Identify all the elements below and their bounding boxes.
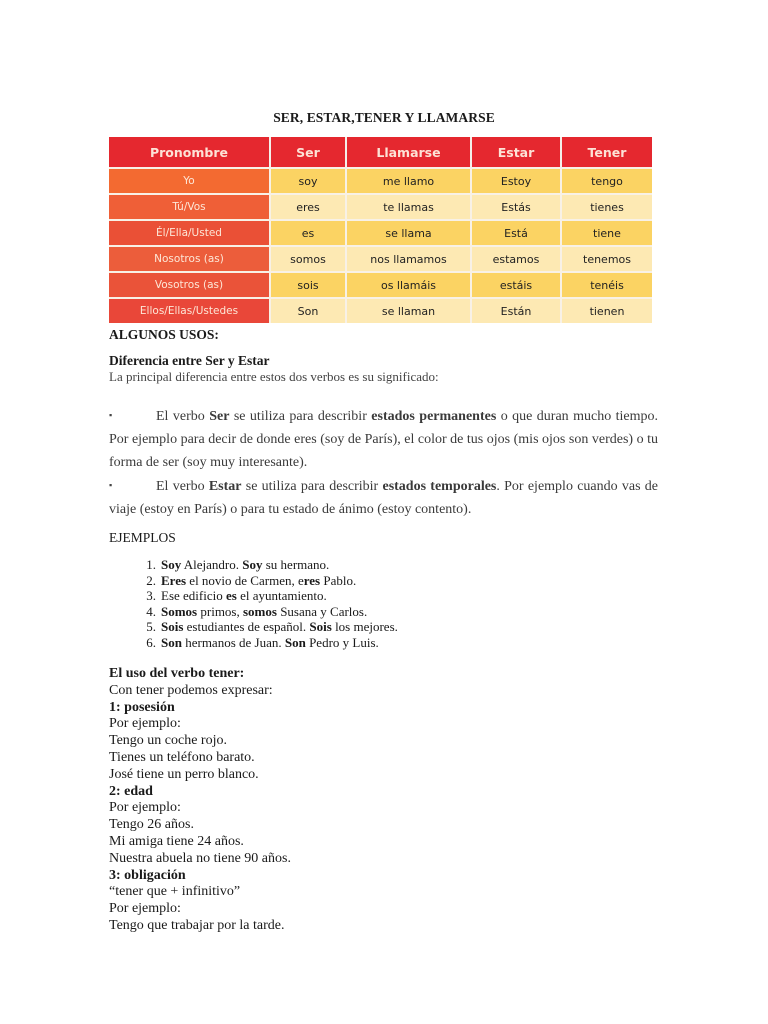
examples-list — [109, 557, 398, 650]
tener-cell: tenéis — [561, 272, 652, 298]
bullet-text: se utiliza para describir — [229, 409, 372, 424]
tener-section — [109, 666, 291, 935]
list-number: 1. — [146, 557, 156, 572]
ser-cell: sois — [270, 272, 346, 298]
bullet-text: se utiliza para describir — [241, 479, 383, 494]
conjugation-table — [109, 137, 652, 323]
ser-cell: es — [270, 220, 346, 246]
example-text: Eres el novio de Carmen, eres Pablo. — [161, 572, 357, 588]
list-number: 5. — [146, 619, 156, 634]
difference-intro: La principal diferencia entre estos dos verbos es su significado: — [109, 369, 439, 384]
bullet-bold: Ser — [209, 409, 230, 424]
list-item — [109, 635, 398, 651]
text-line: Con tener podemos expresar: — [109, 682, 273, 698]
llamarse-cell: me llamo — [346, 168, 471, 194]
pronoun-cell: Ellos/Ellas/Ustedes — [109, 298, 270, 323]
estar-cell: Estás — [471, 194, 561, 220]
table-row — [109, 272, 652, 298]
table-header-row — [109, 137, 652, 168]
bullet-text: El verbo — [156, 409, 210, 424]
example-text: Sois estudiantes de español. Sois los mejores. — [161, 619, 398, 634]
header-ser: Ser — [270, 137, 346, 168]
list-number: 2. — [146, 572, 156, 588]
header-llamarse: Llamarse — [346, 137, 471, 168]
tener-cell: tiene — [561, 220, 652, 246]
bullet-bold: Estar — [208, 479, 242, 494]
bullet-list — [109, 404, 658, 521]
header-estar: Estar — [471, 137, 561, 168]
bullet-bold: estados permanentes — [371, 409, 497, 424]
list-item — [109, 619, 398, 635]
llamarse-cell: se llama — [346, 220, 471, 246]
table-row — [109, 168, 652, 194]
estar-cell: Están — [471, 298, 561, 323]
document-title: SER, ESTAR,TENER Y LLAMARSE — [273, 110, 495, 125]
text-line: Por ejemplo: — [109, 901, 181, 917]
llamarse-cell: os llamáis — [346, 272, 471, 298]
table-row — [109, 194, 652, 220]
text-line: Mi amiga tiene 24 años. — [109, 833, 244, 849]
estar-cell: estamos — [471, 246, 561, 272]
table-row — [109, 220, 652, 246]
estar-cell: Está — [471, 220, 561, 246]
list-number: 4. — [146, 603, 156, 619]
text-line: Por ejemplo: — [109, 800, 181, 816]
difference-heading: Diferencia entre Ser y Estar — [109, 353, 270, 368]
list-item — [109, 573, 398, 589]
pronoun-cell: Vosotros (as) — [109, 272, 270, 298]
text-line: “tener que + infinitivo” — [109, 884, 241, 900]
bullet-estar — [109, 474, 658, 521]
ser-cell: eres — [270, 194, 346, 220]
table-row — [109, 246, 652, 272]
list-number: 3. — [146, 588, 156, 603]
header-pronombre: Pronombre — [109, 137, 270, 168]
llamarse-cell: se llaman — [346, 298, 471, 323]
llamarse-cell: nos llamamos — [346, 246, 471, 272]
tener-cell: tenemos — [561, 246, 652, 272]
section-subheading: El uso del verbo tener: — [109, 666, 245, 681]
table-row — [109, 298, 652, 323]
text-line: José tiene un perro blanco. — [109, 766, 259, 782]
example-text: Soy Alejandro. Soy su hermano. — [161, 557, 330, 572]
text-line: Tengo que trabajar por la tarde. — [109, 917, 285, 933]
llamarse-cell: te llamas — [346, 194, 471, 220]
list-item — [109, 588, 398, 604]
bullet-text: El verbo — [156, 479, 209, 494]
list-item — [109, 604, 398, 620]
square-bullet-icon: ▪ — [109, 480, 113, 490]
text-line: Tengo un coche rojo. — [109, 733, 227, 749]
estar-cell: estáis — [471, 272, 561, 298]
estar-cell: Estoy — [471, 168, 561, 194]
uses-heading: ALGUNOS USOS: — [109, 327, 219, 342]
list-item — [109, 557, 398, 573]
text-line: Tengo 26 años. — [109, 817, 194, 833]
example-text: Ese edificio es el ayuntamiento. — [161, 588, 327, 603]
tener-cell: tienen — [561, 298, 652, 323]
section-subheading: 2: edad — [109, 783, 153, 799]
text-line: Nuestra abuela no tiene 90 años. — [109, 850, 291, 866]
section-subheading: 3: obligación — [109, 867, 186, 883]
header-tener: Tener — [561, 137, 652, 168]
tener-cell: tengo — [561, 168, 652, 194]
list-number: 6. — [146, 634, 156, 650]
text-line: Tienes un teléfono barato. — [109, 749, 255, 765]
pronoun-cell: Nosotros (as) — [109, 246, 270, 272]
ser-cell: Son — [270, 298, 346, 323]
tener-cell: tienes — [561, 194, 652, 220]
example-text: Son hermanos de Juan. Son Pedro y Luis. — [161, 634, 379, 650]
section-subheading: 1: posesión — [109, 699, 175, 715]
pronoun-cell: Yo — [109, 168, 270, 194]
pronoun-cell: Él/Ella/Usted — [109, 220, 270, 246]
ser-cell: somos — [270, 246, 346, 272]
examples-heading: EJEMPLOS — [109, 530, 176, 545]
bullet-ser — [109, 404, 658, 474]
bullet-bold: estados temporales — [382, 479, 497, 494]
bullet-text: o que duran mucho tiempo. Por ejemplo para decir de donde eres (soy de París), el color de tus ojos (mis ojos son verdes) o tu forma de ser (soy muy interesante). — [109, 409, 659, 470]
square-bullet-icon: ▪ — [109, 410, 113, 420]
bullet-text: . Por ejemplo cuando vas de viaje (estoy en París) o para tu estado de ánimo (estoy contento). — [109, 479, 658, 517]
example-text: Somos primos, somos Susana y Carlos. — [161, 603, 368, 619]
text-line: Por ejemplo: — [109, 716, 181, 732]
ser-cell: soy — [270, 168, 346, 194]
pronoun-cell: Tú/Vos — [109, 194, 270, 220]
